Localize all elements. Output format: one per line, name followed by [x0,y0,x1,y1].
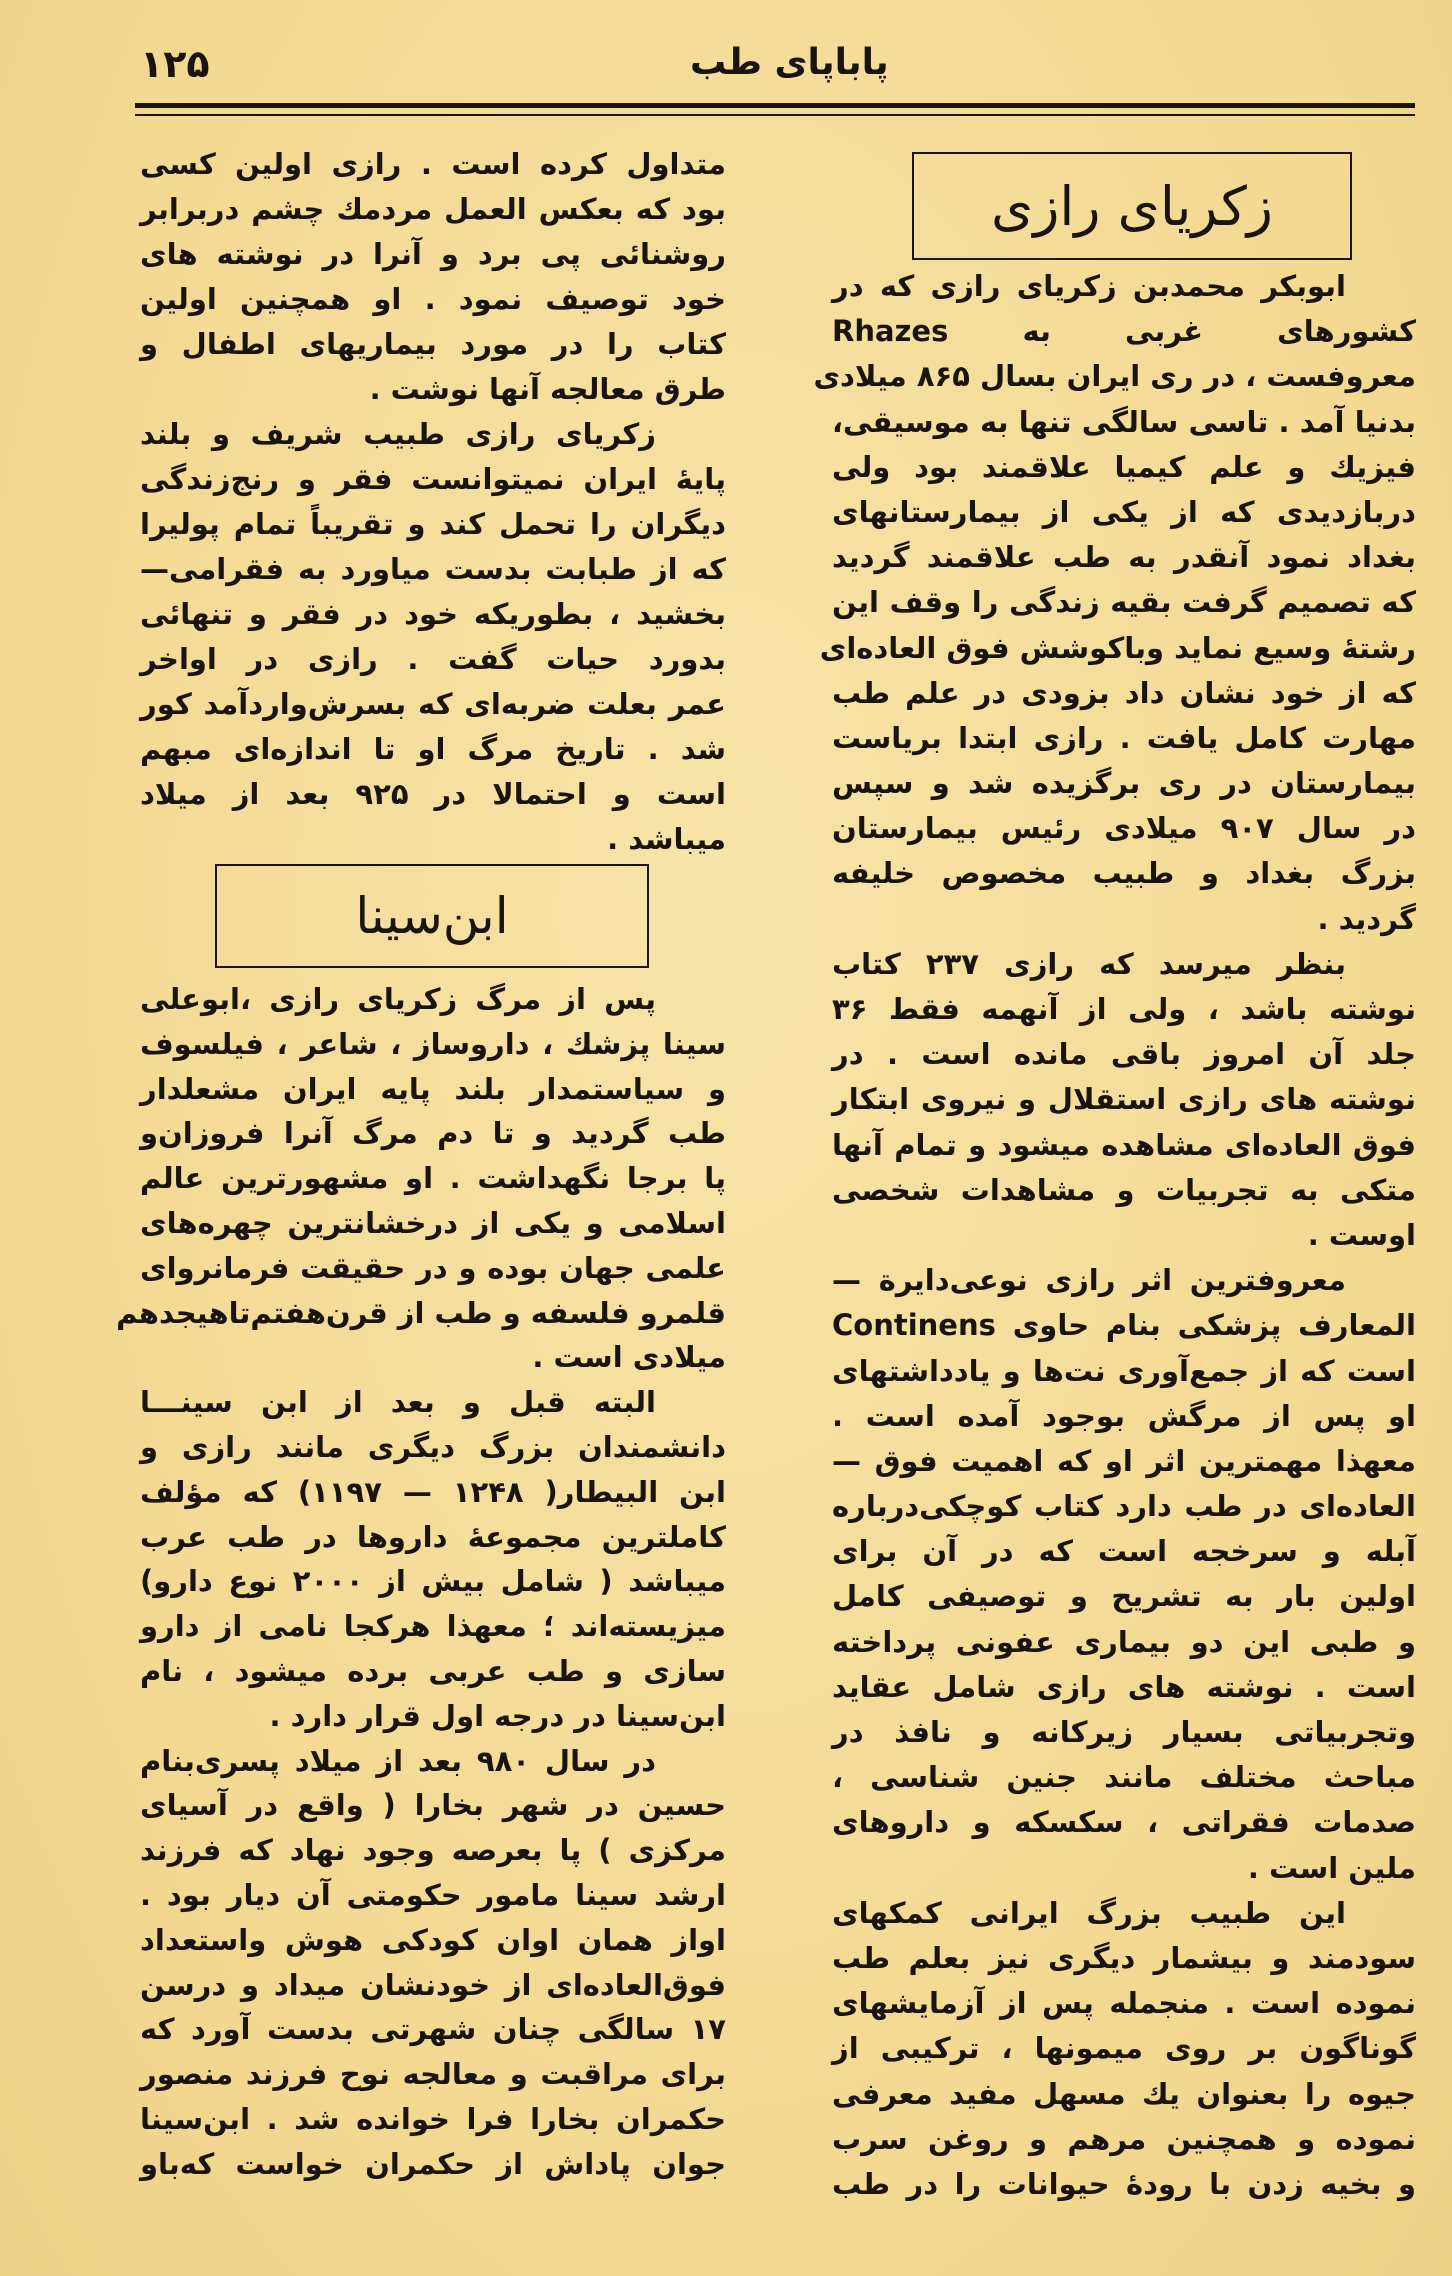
text-line: این طبیب بزرگ ایرانی کمکهای [832,1895,1346,1930]
paragraph [116,977,726,1380]
text-line: ابوبکر محمدبن زکریای رازی که در [832,269,1346,303]
text-line: فوق‌العاده‌ای از خودنشان میداد و درسن [140,1967,726,2002]
text-line: طب گردید و تا دم مرگ آنرا فروزان‌و [140,1116,726,1151]
text-line: اواز همان اوان کودکی هوش واستعداد [140,1922,726,1957]
text-line: ابن‌سینا در درجه اول قرار دارد . [269,1698,726,1733]
text-line: زکریای رازی طبیب شریف و بلند [140,417,656,451]
paragraph [832,942,1416,1258]
text-line: رشتهٔ وسیع نماید وباکوشش فوق العاده‌ای [819,630,1416,665]
text-line: پایهٔ ایران نمیتوانست فقر و رنج‌زندگی [140,462,726,496]
header-rule-thick [135,103,1415,108]
text-line: سازی و طب عربی برده میشود ، نام [140,1653,726,1688]
text-line: نوشته های رازی استقلال و نیروی ابتکار [832,1082,1416,1117]
text-line: سودمند و بیشمار دیگری نیز بعلم طب [832,1940,1416,1975]
text-line: معروفست ، در ری ایران بسال ۸۶۵ میلادی [813,359,1416,394]
text-line: کاملترین مجموعهٔ داروها در طب عرب [140,1519,726,1554]
text-line: العاده‌ای در طب دارد کتاب کوچکی‌درباره [832,1489,1416,1524]
text-line: بدورد حیات گفت . رازی در اواخر [140,642,726,676]
text-line: دانشمندان بزرگ دیگری مانند رازی و [140,1429,726,1464]
paragraph [813,264,1416,942]
text-line: بغداد نمود آنقدر به طب علاقمند گردید [832,540,1416,575]
text-line: بزرگ بغداد و طبیب مخصوص خلیفه [832,856,1416,891]
text-line: البته قبل و بعد از ابن سینـــا [140,1385,656,1420]
section-title-text: زکریای رازی [991,174,1273,238]
text-line: بنظر میرسد که رازی ۲۳۷ کتاب [832,946,1346,981]
text-line: بدنیا آمد . تاسی سالگی تنها به موسیقی، [832,404,1416,439]
text-line: او پس از مرگش بوجود آمده است . [832,1398,1416,1433]
paragraph [140,1739,726,2187]
right-column [813,264,1416,2207]
text-line: گوناگون بر روی میمونها ، ترکیبی از [832,2031,1416,2066]
text-line: مهارت کامل یافت . رازی ابتدا بریاست [832,720,1416,755]
paragraph [140,1380,726,1738]
text-line: پس از مرگ زکریای رازی ،ابوعلی [140,982,656,1016]
text-line: است و احتمالا در ۹۲۵ بعد از میلاد [140,777,726,811]
text-line: نموده و همچنین مرهم و روغن سرب [832,2121,1416,2156]
text-line: مباحث مختلف مانند جنین شناسی ، [832,1760,1416,1795]
text-line: ارشد سینا مامور حکومتی آن دیار بود . [140,1877,726,1912]
text-line: گردید . [1317,901,1416,936]
text-line: که از خود نشان داد بزودی در علم طب [832,675,1416,710]
paragraph [140,142,726,412]
text-line: حسین در شهر بخارا ( واقع در آسیای [140,1788,726,1823]
text-line: سینا پزشك ، داروساز ، شاعر ، فیلسوف [140,1026,726,1061]
text-line: دیگران را تحمل کند و تقریباً تمام پولیرا [140,507,726,541]
paragraph [832,1258,1416,1891]
text-line: معهذا مهمترین اثر او که اهمیت فوق — [832,1443,1416,1478]
text-line: جیوه را بعنوان یك مسهل مفید معرفی [832,2076,1416,2111]
paragraph [140,412,726,862]
text-line: نموده است . منجمله پس از آزمایشهای [832,1986,1416,2021]
running-header-title: پاباپای طب [690,42,889,83]
text-line: اسلامی و یکی از درخشانترین چهره‌های [140,1205,726,1240]
section-title-razi [912,152,1352,260]
text-line: کتاب را در مورد بیماریهای اطفال و [140,327,726,361]
text-line: صدمات فقراتی ، سکسکه و داروهای [832,1805,1416,1840]
text-line: فیزیك و علم کیمیا علاقمند بود ولی [832,449,1416,484]
text-line: متکی به تجربیات و مشاهدات شخصی [832,1172,1416,1207]
text-line: جلد آن امروز باقی مانده است . در [832,1037,1416,1072]
text-line: اوست . [1307,1217,1416,1252]
text-line: جوان پاداش از حکمران خواست که‌باو [140,2146,726,2181]
text-line: میباشد . [607,822,726,856]
text-line: ابن البیطار( ۱۲۴۸ — ۱۱۹۷) که مؤلف [140,1474,726,1509]
text-line: که تصمیم گرفت بقیه زندگی را وقف این [832,585,1416,620]
text-line: نوشته باشد ، ولی از آنهمه فقط ۳۶ [832,992,1416,1026]
header-rule-thin [135,114,1415,116]
text-line: میزیسته‌اند ؛ معهذا هرکجا نامی از دارو [140,1609,726,1644]
text-line: بود که بعکس العمل مردمك چشم دربرابر [140,192,726,226]
text-line: بخشید ، بطوریکه خود در فقر و تنهائی [140,597,726,631]
text-line: المعارف پزشکی بنام حاوی Continens [832,1308,1416,1343]
text-line: در سال ۹۰۷ میلادی رئیس بیمارستان [832,811,1416,846]
text-line: است که از جمع‌آوری نت‌ها و یادداشتهای [832,1353,1416,1388]
text-line: مرکزی ) پا بعرصه وجود نهاد که فرزند [140,1833,726,1868]
text-line: اولین بار به تشریح و توصیفی کامل [832,1579,1416,1614]
text-line: روشنائی پی برد و آنرا در نوشته های [140,237,726,271]
text-line: آبله و سرخجه است که در آن برای [832,1534,1416,1569]
text-line: خود توصیف نمود . او همچنین اولین [140,282,726,316]
text-line: معروفترین اثر رازی نوعی‌دایرة — [832,1263,1346,1298]
left-column-bottom [116,977,726,2187]
text-line: و بخیه زدن با رودهٔ حیوانات را در طب [832,2166,1416,2201]
left-column-top [140,142,726,862]
text-line: علمی جهان بوده و در حقیقت فرمانروای [140,1250,726,1285]
text-line: طرق معالجه آنها نوشت . [369,372,726,406]
text-line: که از طبابت بدست میاورد به فقرامی— [140,552,726,586]
text-line: شد . تاریخ مرگ او تا اندازه‌ای مبهم [140,732,726,766]
text-line: قلمرو فلسفه و طب از قرن‌هفتم‌تاهیجدهم [116,1295,726,1330]
text-line: کشورهای غربی به Rhazes [832,314,1416,349]
section-title-avicenna [215,864,649,968]
text-line: وتجربیاتی بسیار زیرکانه و نافذ در [832,1715,1416,1749]
text-line: متداول کرده است . رازی اولین کسی [140,147,726,181]
text-line: عمر بعلت ضربه‌ای که بسرش‌وارد‌آمد کور [140,687,726,721]
text-line: است . نوشته های رازی شامل عقاید [832,1669,1416,1704]
text-line: ملین است . [1247,1850,1416,1885]
section-title-text: ابن‌سینا [355,887,509,945]
text-line: در سال ۹۸۰ بعد از میلاد پسری‌بنام [140,1743,656,1778]
text-line: پا برجا نگهداشت . او مشهورترین عالم [140,1161,726,1196]
text-line: فوق العاده‌ای مشاهده میشود و تمام آنها [832,1127,1416,1162]
text-line: و سیاستمدار بلند پایه ایران مشعلدار [140,1071,726,1106]
text-line: حکمران بخارا فرا خوانده شد . ابن‌سینا [140,2101,726,2136]
page-number: ۱۲۵ [140,42,210,86]
text-line: بیمارستان در ری برگزیده شد و سپس [832,766,1416,801]
text-line: میلادی است . [532,1340,726,1375]
text-line: دربازدیدی که از یکی از بیمارستانهای [832,494,1416,529]
text-line: برای مراقبت و معالجه نوح فرزند منصور [140,2057,726,2092]
paragraph [832,1891,1416,2207]
text-line: ۱۷ سالگی چنان شهرتی بدست آورد که [140,2012,726,2047]
text-line: میباشد ( شامل بیش از ۲۰۰۰ نوع دارو) [140,1564,726,1599]
text-line: و طبی این دو بیماری عفونی پرداخته [832,1624,1416,1659]
